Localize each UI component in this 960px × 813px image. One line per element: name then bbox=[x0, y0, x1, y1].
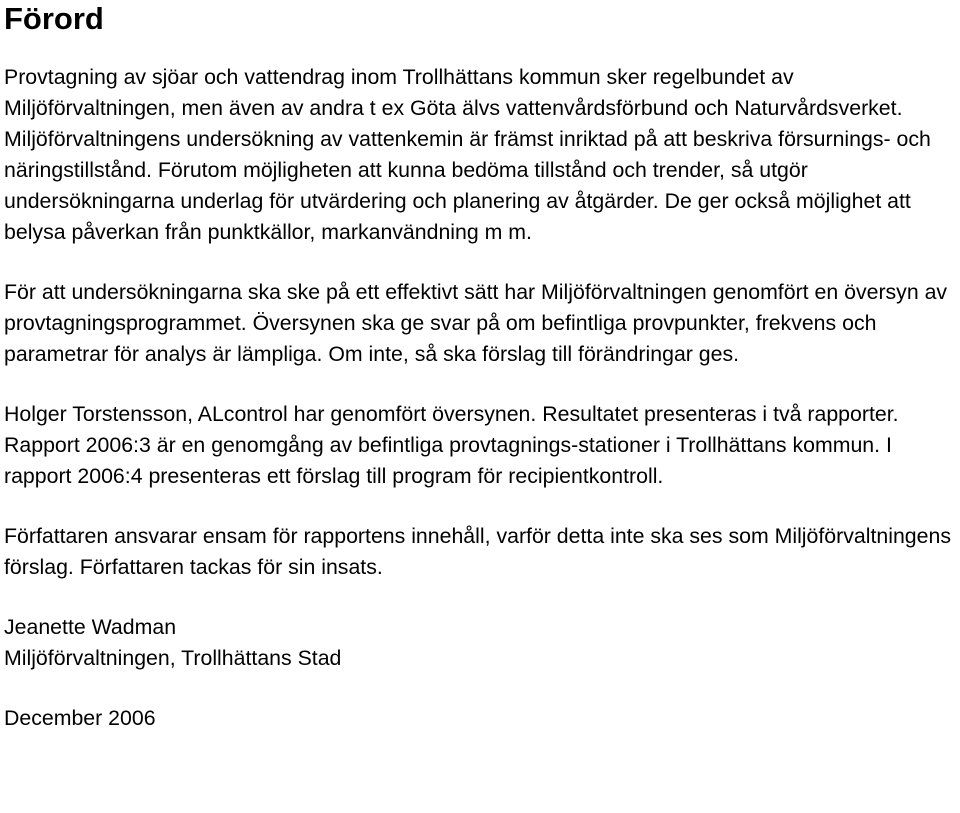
document-date: December 2006 bbox=[4, 706, 156, 730]
signature-block bbox=[4, 612, 956, 674]
signature-organization: Miljöförvaltningen, Trollhättans Stad bbox=[4, 646, 342, 670]
page-title: Förord bbox=[4, 1, 104, 36]
paragraph-disclaimer: Författaren ansvarar ensam för rapportens innehåll, varför detta inte ska ses som Miljöförvaltningens förslag. Författaren tackas för sin insats. bbox=[4, 524, 951, 579]
paragraph-review: För att undersökningarna ska ske på ett effektivt sätt har Miljöförvaltningen genomfört en översyn av provtagningsprogrammet. Översynen ska ge svar på om befintliga provpunkter, frekvens och parametrar för analys är lämpliga. Om inte, så ska förslag till förändringar ges. bbox=[4, 280, 948, 366]
document-page bbox=[4, 0, 956, 734]
signature-name: Jeanette Wadman bbox=[4, 615, 177, 639]
paragraph-intro: Provtagning av sjöar och vattendrag inom Trollhättans kommun sker regelbundet av Miljöförvaltningen, men även av andra t ex Göta älvs vattenvårdsförbund och Naturvårdsverket. Miljöförvaltningens undersökning av vattenkemin är främst inriktad på att beskriva försurnings- och näringstillstånd. Förutom möjligheten att kunna bedöma tillstånd och trender, så utgör undersökningarna underlag för utvärdering och planering av åtgärder. De ger också möjlighet att belysa påverkan från punktkällor, markanvändning m m. bbox=[4, 65, 931, 244]
paragraph-reports: Holger Torstensson, ALcontrol har genomfört översynen. Resultatet presenteras i två rapporter. Rapport 2006:3 är en genomgång av befintliga provtagnings-stationer i Trollhättans kommun. I rapport 2006:4 presenteras ett förslag till program för recipientkontroll. bbox=[4, 402, 899, 488]
